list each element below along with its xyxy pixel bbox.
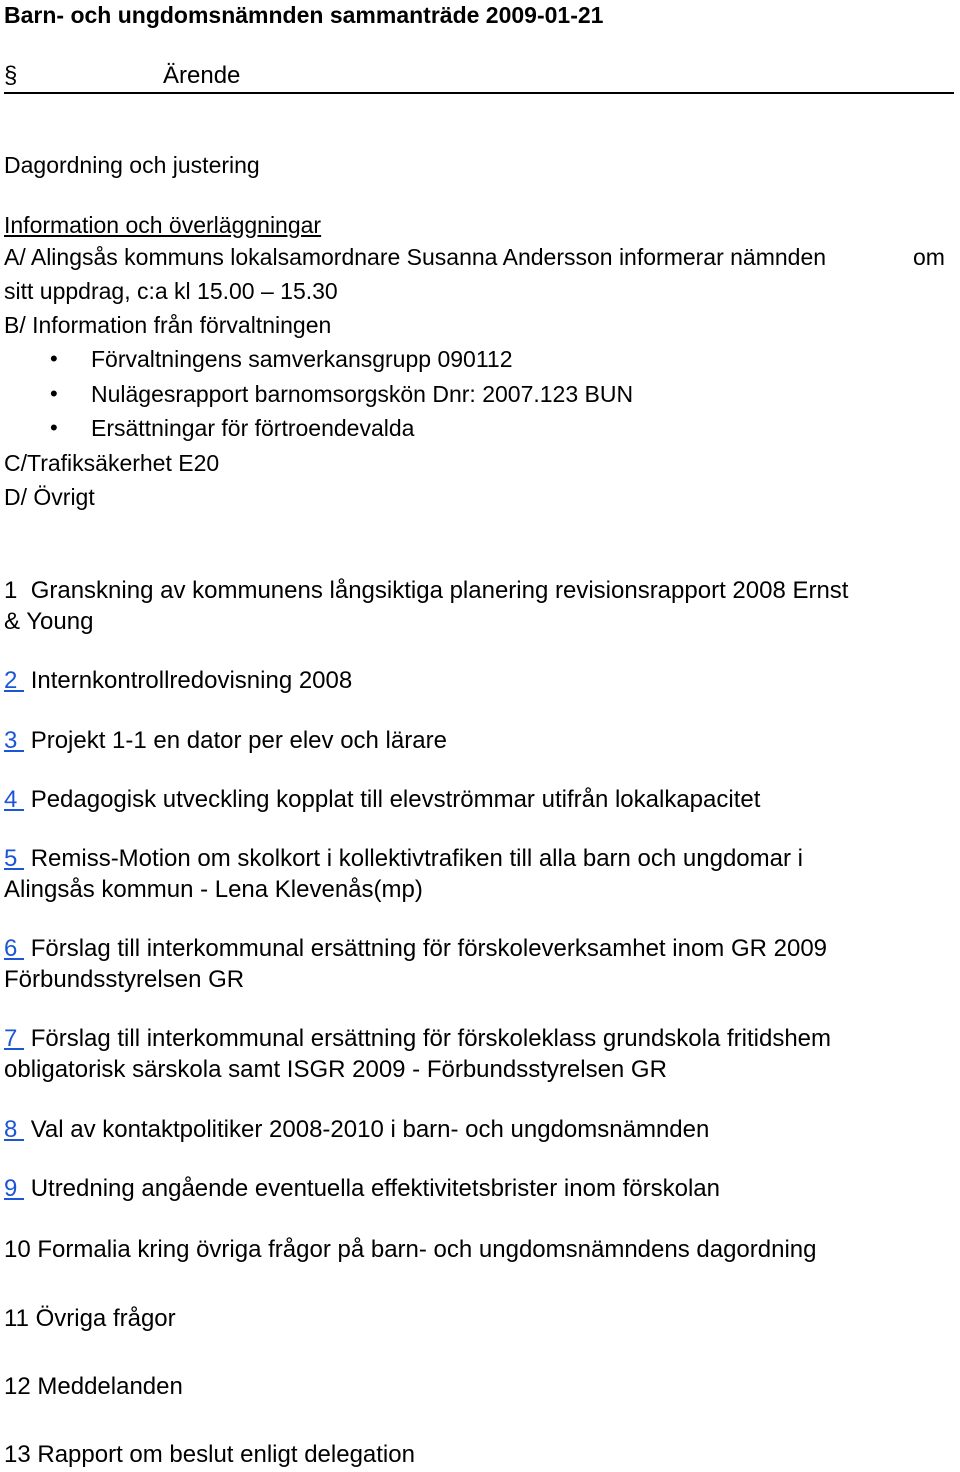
item-number-link[interactable]: 2 — [4, 667, 25, 694]
item-number-link[interactable]: 8 — [4, 1116, 25, 1143]
info-c: C/Trafiksäkerhet E20 — [4, 450, 220, 476]
agenda-item-9 — [4, 1173, 720, 1204]
info-a-om: om — [913, 244, 945, 270]
agenda-item: Dagordning och justering — [4, 152, 260, 178]
paragraph-symbol: § — [4, 62, 18, 89]
agenda-item-6 — [4, 933, 827, 995]
header-rule — [4, 64, 954, 94]
agenda-item-3 — [4, 725, 447, 756]
item-text: obligatorisk särskola samt ISGR 2009 - Förbundsstyrelsen GR — [4, 1056, 667, 1083]
page-title: Barn- och ungdomsnämnden sammanträde 2009-01-21 — [4, 2, 604, 28]
item-number-link[interactable]: 3 — [4, 727, 25, 754]
item-text: Förslag till interkommunal ersättning för förskoleklass grundskola fritidshem — [30, 1025, 832, 1052]
agenda-item-1 — [4, 575, 848, 637]
bullet-dot: • — [50, 415, 58, 440]
item-text: Rapport om beslut enligt delegation — [37, 1441, 415, 1468]
info-a-line2: sitt uppdrag, c:a kl 15.00 – 15.30 — [4, 278, 338, 304]
agenda-item-5 — [4, 843, 803, 905]
info-a-line1: A/ Alingsås kommuns lokalsamordnare Susanna Andersson informerar nämnden — [4, 244, 827, 270]
agenda-item-8 — [4, 1114, 709, 1145]
agenda-item-12 — [4, 1371, 183, 1402]
item-number-link[interactable]: 7 — [4, 1025, 25, 1052]
item-number-link[interactable]: 6 — [4, 935, 25, 962]
item-text: Alingsås kommun - Lena Klevenås(mp) — [4, 876, 423, 903]
agenda-item-4 — [4, 784, 760, 815]
item-text: Meddelanden — [37, 1373, 183, 1400]
bullet-dot: • — [50, 381, 58, 406]
item-text: Förslag till interkommunal ersättning för förskoleverksamhet inom GR 2009 — [30, 935, 828, 962]
item-number-link[interactable]: 4 — [4, 786, 25, 813]
item-text: Pedagogisk utveckling kopplat till elevströmmar utifrån lokalkapacitet — [30, 786, 761, 813]
item-text: Övriga frågor — [35, 1305, 176, 1332]
item-number: 13 — [4, 1441, 31, 1468]
bullet-item: Ersättningar för förtroendevalda — [91, 415, 415, 441]
info-b: B/ Information från förvaltningen — [4, 312, 332, 338]
arende-heading: Ärende — [163, 62, 241, 89]
item-number: 12 — [4, 1373, 31, 1400]
item-text: Formalia kring övriga frågor på barn- och ungdomsnämndens dagordning — [37, 1236, 817, 1263]
item-text: Förbundsstyrelsen GR — [4, 966, 245, 993]
item-number: 10 — [4, 1236, 31, 1263]
item-text: Remiss-Motion om skolkort i kollektivtrafiken till alla barn och ungdomar i — [30, 845, 803, 872]
bullet-item: Nulägesrapport barnomsorgskön Dnr: 2007.123 BUN — [91, 381, 634, 407]
info-heading: Information och överläggningar — [4, 212, 322, 238]
bullet-dot: • — [50, 346, 58, 371]
item-number: 11 — [4, 1305, 29, 1332]
item-text: Projekt 1-1 en dator per elev och lärare — [30, 727, 447, 754]
item-text: Internkontrollredovisning 2008 — [30, 667, 353, 694]
item-number: 1 — [4, 577, 18, 604]
info-d: D/ Övrigt — [4, 484, 95, 510]
item-text: Granskning av kommunens långsiktiga planering revisionsrapport 2008 Ernst — [30, 577, 849, 604]
item-number-link[interactable]: 5 — [4, 845, 25, 872]
item-text: Val av kontaktpolitiker 2008-2010 i barn- och ungdomsnämnden — [30, 1116, 710, 1143]
item-number-link[interactable]: 9 — [4, 1175, 25, 1202]
item-text: Utredning angående eventuella effektivitetsbrister inom förskolan — [30, 1175, 720, 1202]
agenda-item-10 — [4, 1234, 816, 1265]
item-text: & Young — [4, 608, 94, 635]
bullet-item: Förvaltningens samverkansgrupp 090112 — [91, 346, 513, 372]
agenda-item-13 — [4, 1439, 415, 1470]
agenda-item-2 — [4, 665, 352, 696]
agenda-item-7 — [4, 1023, 831, 1085]
agenda-item-11 — [4, 1303, 176, 1334]
